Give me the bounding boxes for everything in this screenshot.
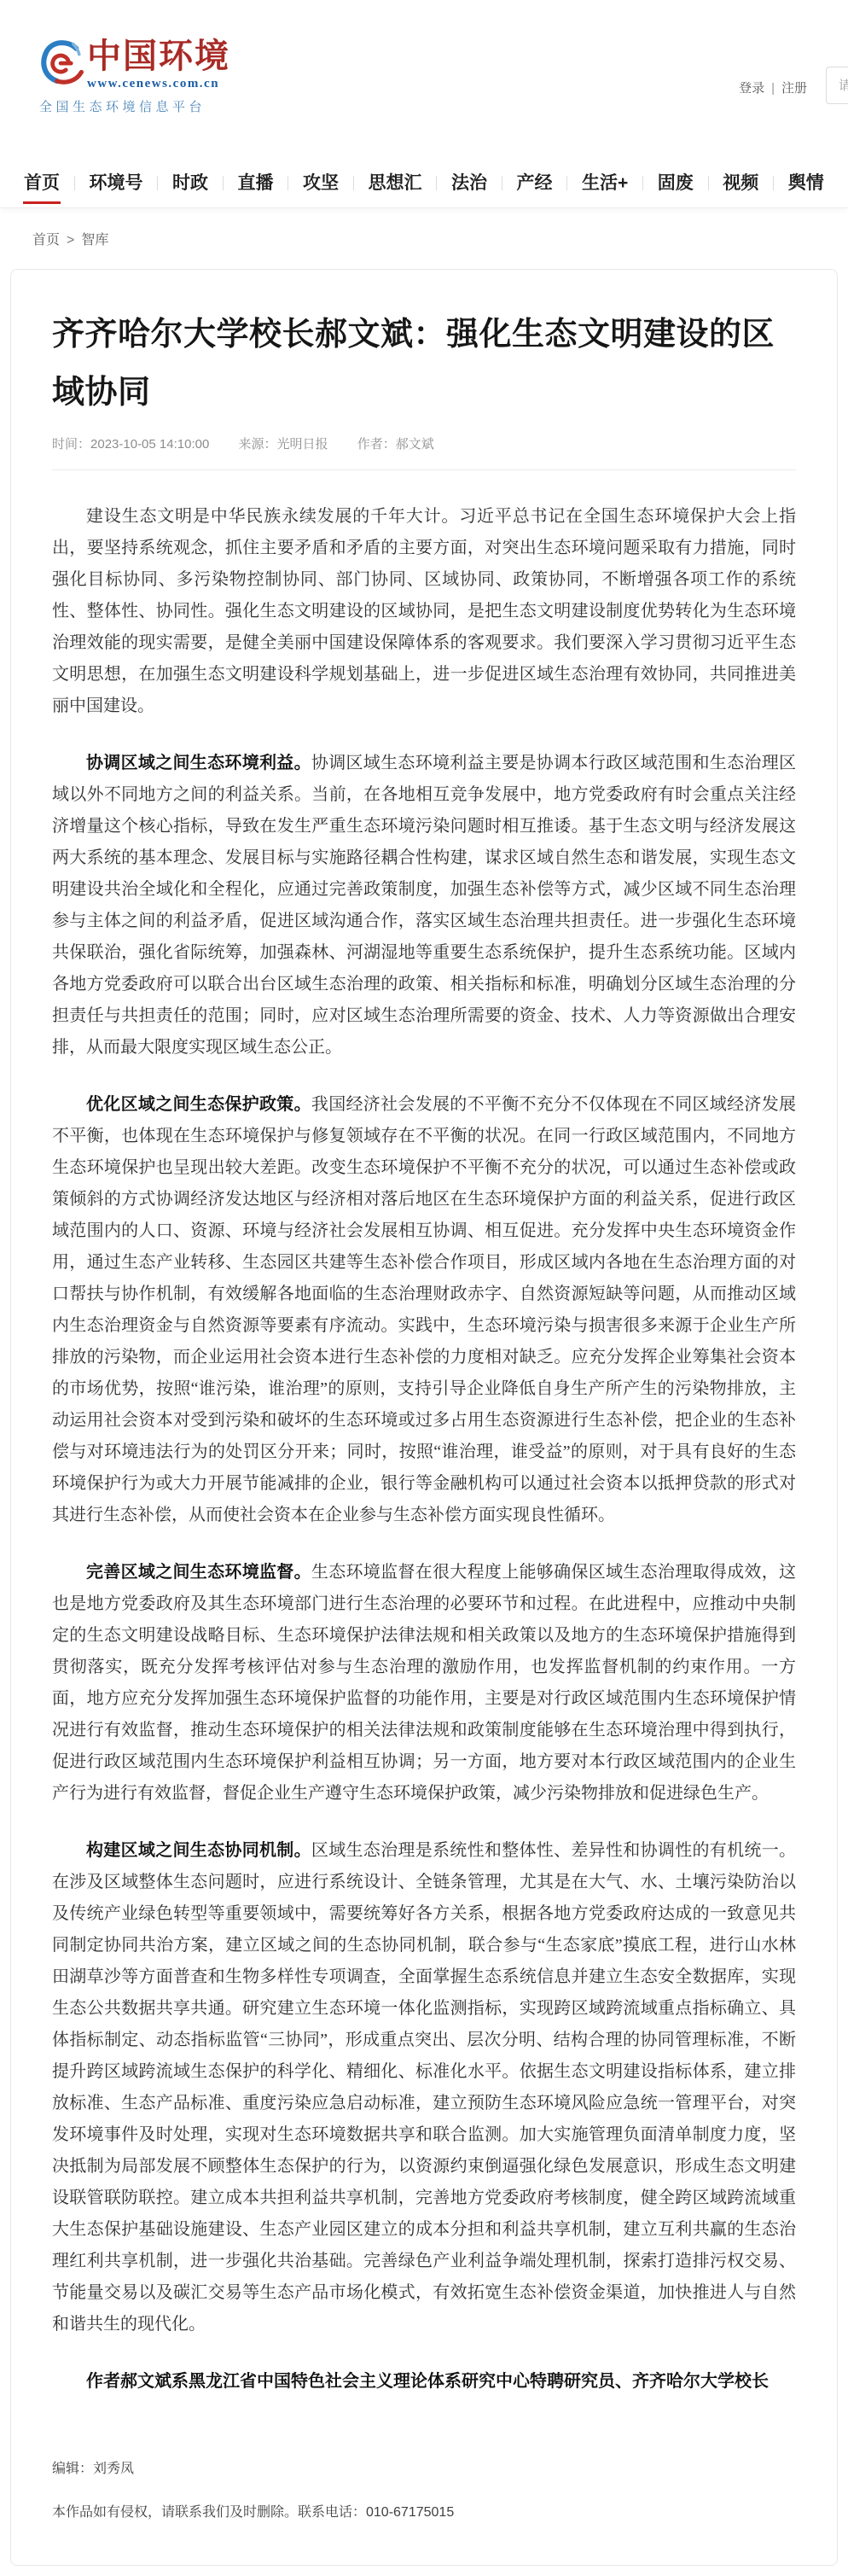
paragraph-lead: 协调区域之间生态环境利益。 [86,753,311,772]
nav-separator [708,176,709,190]
nav-item-shenghuo[interactable]: 生活+ [582,173,629,193]
meta-source-value: 光明日报 [276,436,328,452]
nav-separator [157,176,158,190]
article-meta [52,434,796,452]
logo-url: www.cenews.com.cn [87,77,220,90]
nav-item-shipin[interactable]: 视频 [723,173,759,193]
meta-time [52,437,209,452]
article-body [52,501,796,2398]
disclaimer-line: 本作品如有侵权，请联系我们及时删除。联系电话：010-67175015 [52,2504,455,2520]
meta-divider [52,469,796,470]
article-footer [52,2457,796,2521]
author-note: 作者郝文斌系黑龙江省中国特色社会主义理论体系研究中心特聘研究员、齐齐哈尔大学校长 [86,2371,769,2391]
nav-item-gongjian[interactable]: 攻坚 [303,173,339,193]
logo-text [87,38,230,91]
logo-top [39,38,235,91]
main-nav [0,159,848,208]
paragraph [52,1089,796,1531]
nav-item-home[interactable]: 首页 [22,169,61,197]
nav-item-chanjing[interactable]: 产经 [516,173,553,193]
nav-separator [566,176,567,190]
paragraph-text: 建设生态文明是中华民族永续发展的千年大计。习近平总书记在全国生态环境保护大会上指出，要坚持系统观念，抓住主要矛盾和矛盾的主要方面，对突出生态环境问题采取有力措施，同时强化目标协同、多污染物控制协同、部门协同、区域协同、政策协同，不断增强各项工作的系统性、整体性、协同性。强化生态文明建设的区域协同，是把生态文明建设制度优势转化为生态环境治理效能的现实需要，是健全美丽中国建设保障体系的客观要求。我们要深入学习贯彻习近平生态文明思想，在加强生态文明建设科学规划基础上，进一步促进区域生态治理有效协同，共同推进美丽中国建设。 [52,506,796,715]
meta-author-value: 郝文斌 [395,436,434,452]
paragraph-text: 协调区域生态环境利益主要是协调本行政区域范围和生态治理区域以外不同地方之间的利益关系。当前，在各地相互竞争发展中，地方党委政府有时会重点关注经济增量这个核心指标，导致在发生严重生态环境污染问题时相互推诿。基于生态文明与经济发展这两大系统的基本理念、发展目标与实施路径耦合性构建，谋求区域自然生态和谐发展，实现生态文明建设共治全域化和全程化，应通过完善政策制度，加强生态补偿等方式，减少区域不同生态治理参与主体之间的利益矛盾，促进区域沟通合作，落实区域生态治理共担责任。进一步强化生态环境共保联治，强化省际统筹，加强森林、河湖湿地等重要生态系统保护，提升生态系统功能。区域内各地方党委政府可以联合出台区域生态治理的政策、相关指标和标准，明确划分区域生态治理的分担责任与共担责任的范围；同时，应对区域生态治理所需要的资金、技术、人力等资源做出合理安排，从而最大限度实现区域生态公正。 [52,753,797,1057]
auth-separator: | [771,81,775,96]
logo-tagline: 全国生态环境信息平台 [39,100,206,114]
logo-title: 中国环境 [87,37,230,75]
breadcrumb [0,208,848,264]
search-box [826,67,848,104]
nav-separator [353,176,354,190]
paragraph [52,501,796,722]
register-link[interactable]: 注册 [781,81,807,96]
breadcrumb-current-link[interactable]: 智库 [81,233,109,248]
nav-separator [773,176,774,190]
meta-author [357,437,434,452]
nav-item-huanjinghao[interactable]: 环境号 [89,173,143,193]
meta-author-label: 作者： [357,436,396,452]
site-header [0,0,848,159]
logo[interactable] [39,38,235,115]
paragraph [52,1557,796,1810]
nav-separator [436,176,437,190]
meta-source-label: 来源： [238,436,277,452]
paragraph-text: 生态环境监督在很大程度上能够确保区域生态治理取得成效，这也是地方党委政府及其生态环境部门进行生态治理的必要环节和过程。在此进程中，应推动中央制定的生态文明建设战略目标、生态环境保护法律法规和相关政策以及地方的生态环境保护措施得到贯彻落实，既充分发挥考核评估对参与生态治理的激励作用，也发挥监督机制的约束作用。一方面，地方应充分发挥加强生态环境保护监督的功能作用，主要是对行政区域范围内生态环境保护情况进行有效监督，推动生态环境保护的相关法律法规和政策制度能够在生态环境治理中得到执行，促进行政区域范围内生态环境保护利益相互协调；另一方面，地方要对本行政区域范围内的企业生产行为进行有效监督，督促企业生产遵守生态环境保护政策，减少污染物排放和促进绿色生产。 [52,1562,797,1803]
nav-item-yuqing[interactable]: 舆情 [787,173,824,193]
meta-source [238,437,328,452]
paragraph-text: 区域生态治理是系统性和整体性、差异性和协调性的有机统一。在涉及区域整体生态问题时，应进行系统设计、全链条管理，尤其是在大气、水、土壤污染防治以及传统产业绿色转型等重要领域中，需要统筹好各方关系，根据各地方党委政府达成的一致意见共同制定协同共治方案，建立区域之间的生态协同机制，联合参与“生态家底”摸底工程，进行山水林田湖草沙等方面普查和生物多样性专项调查，全面掌握生态系统信息并建立生态安全数据库，实现生态公共数据共享共通。研究建立生态环境一体化监测指标，实现跨区域跨流域重点指标确立、具体指标制定、动态指标监管“三协同”，形成重点突出、层次分明、结构合理的协同管理标准，不断提升跨区域跨流域生态保护的科学化、精细化、标准化水平。依据生态文明建设指标体系，建立排放标准、生态产品标准、重度污染应急启动标准，建立预防生态环境风险应急统一管理平台，对突发环境事件及时处理，实现对生态环境数据共享和联合监测。加大实施管理负面清单制度力度，坚决抵制为局部发展不顾整体生态保护的行为，以资源约束倒逼强化绿色发展意识，形成生态文明建设联管联防联控。建立成本共担利益共享机制，完善地方党委政府考核制度，健全跨区域跨流域重大生态保护基础设施建设、生态产业园区建立的成本分担和利益共享机制，建立互利共赢的生态治理红利共享机制，进一步强化共治基础。完善绿色产业利益争端处理机制，探索打造排污权交易、节能量交易以及碳汇交易等生态产品市场化模式，有效拓宽生态补偿资金渠道，加快推进人与自然和谐共生的现代化。 [52,1840,797,2334]
login-link[interactable]: 登录 [739,81,765,96]
article-card [10,269,838,2566]
nav-item-gufei[interactable]: 固废 [657,173,694,193]
cenews-logo-icon [39,38,84,90]
article-title: 齐齐哈尔大学校长郝文斌：强化生态文明建设的区域协同 [52,317,775,411]
nav-item-sixianghui[interactable]: 思想汇 [368,173,422,193]
nav-item-fazhi[interactable]: 法治 [451,173,487,193]
paragraph-lead: 完善区域之间生态环境监督。 [86,1562,311,1582]
nav-item-zhibo[interactable]: 直播 [237,173,274,193]
paragraph [52,748,796,1064]
paragraph-text: 我国经济社会发展的不平衡不充分不仅体现在不同区域经济发展不平衡，也体现在生态环境保护与修复领域存在不平衡的状况。在同一行政区域范围内，不同地方生态环境保护也呈现出较大差距。改变生态环境保护不平衡不充分的状况，可以通过生态补偿或政策倾斜的方式协调经济发达地区与经济相对落后地区在生态环境保护方面的利益关系，促进行政区域范围内的人口、资源、环境与经济社会发展相互协调、相互促进。充分发挥中央生态环境资金作用，通过生态产业转移、生态园区共建等生态补偿合作项目，形成区域内各地在生态治理方面的对口帮扶与协作机制，有效缓解各地面临的生态治理财政赤字、自然资源短缺等问题，从而推动区域内生态治理资金与自然资源等要素有序流动。实践中，生态环境污染与损害很多来源于企业生产所排放的污染物，而企业运用社会资本进行生态补偿的力度相对缺乏。应充分发挥企业筹集社会资本的市场优势，按照“谁污染，谁治理”的原则，支持引导企业降低自身生产所产生的污染物排放，主动运用社会资本对受到污染和破坏的生态环境或过多占用生态资源进行生态补偿，把企业的生态补偿与对环境违法行为的处罚区分开来；同时，按照“谁治理，谁受益”的原则，对于具有良好的生态环境保护行为或大力开展节能减排的企业，银行等金融机构可以通过社会资本以抵押贷款的形式对其进行生态补偿，从而使社会资本在企业参与生态补偿方面实现良性循环。 [52,1094,797,1524]
auth-links [739,79,807,96]
nav-separator [642,176,643,190]
paragraph-lead: 优化区域之间生态保护政策。 [86,1094,311,1114]
paragraph-lead: 构建区域之间生态协同机制。 [86,1840,311,1860]
nav-item-shizheng[interactable]: 时政 [172,173,208,193]
search-input[interactable] [827,67,848,103]
nav-separator [74,176,75,190]
paragraph [52,1835,796,2340]
breadcrumb-home-link[interactable]: 首页 [32,233,61,248]
meta-time-value: 2023-10-05 14:10:00 [90,436,210,452]
breadcrumb-separator: > [67,233,75,248]
nav-separator [223,176,224,190]
meta-time-label: 时间： [52,436,91,452]
editor-line: 编辑：刘秀凤 [52,2461,135,2476]
